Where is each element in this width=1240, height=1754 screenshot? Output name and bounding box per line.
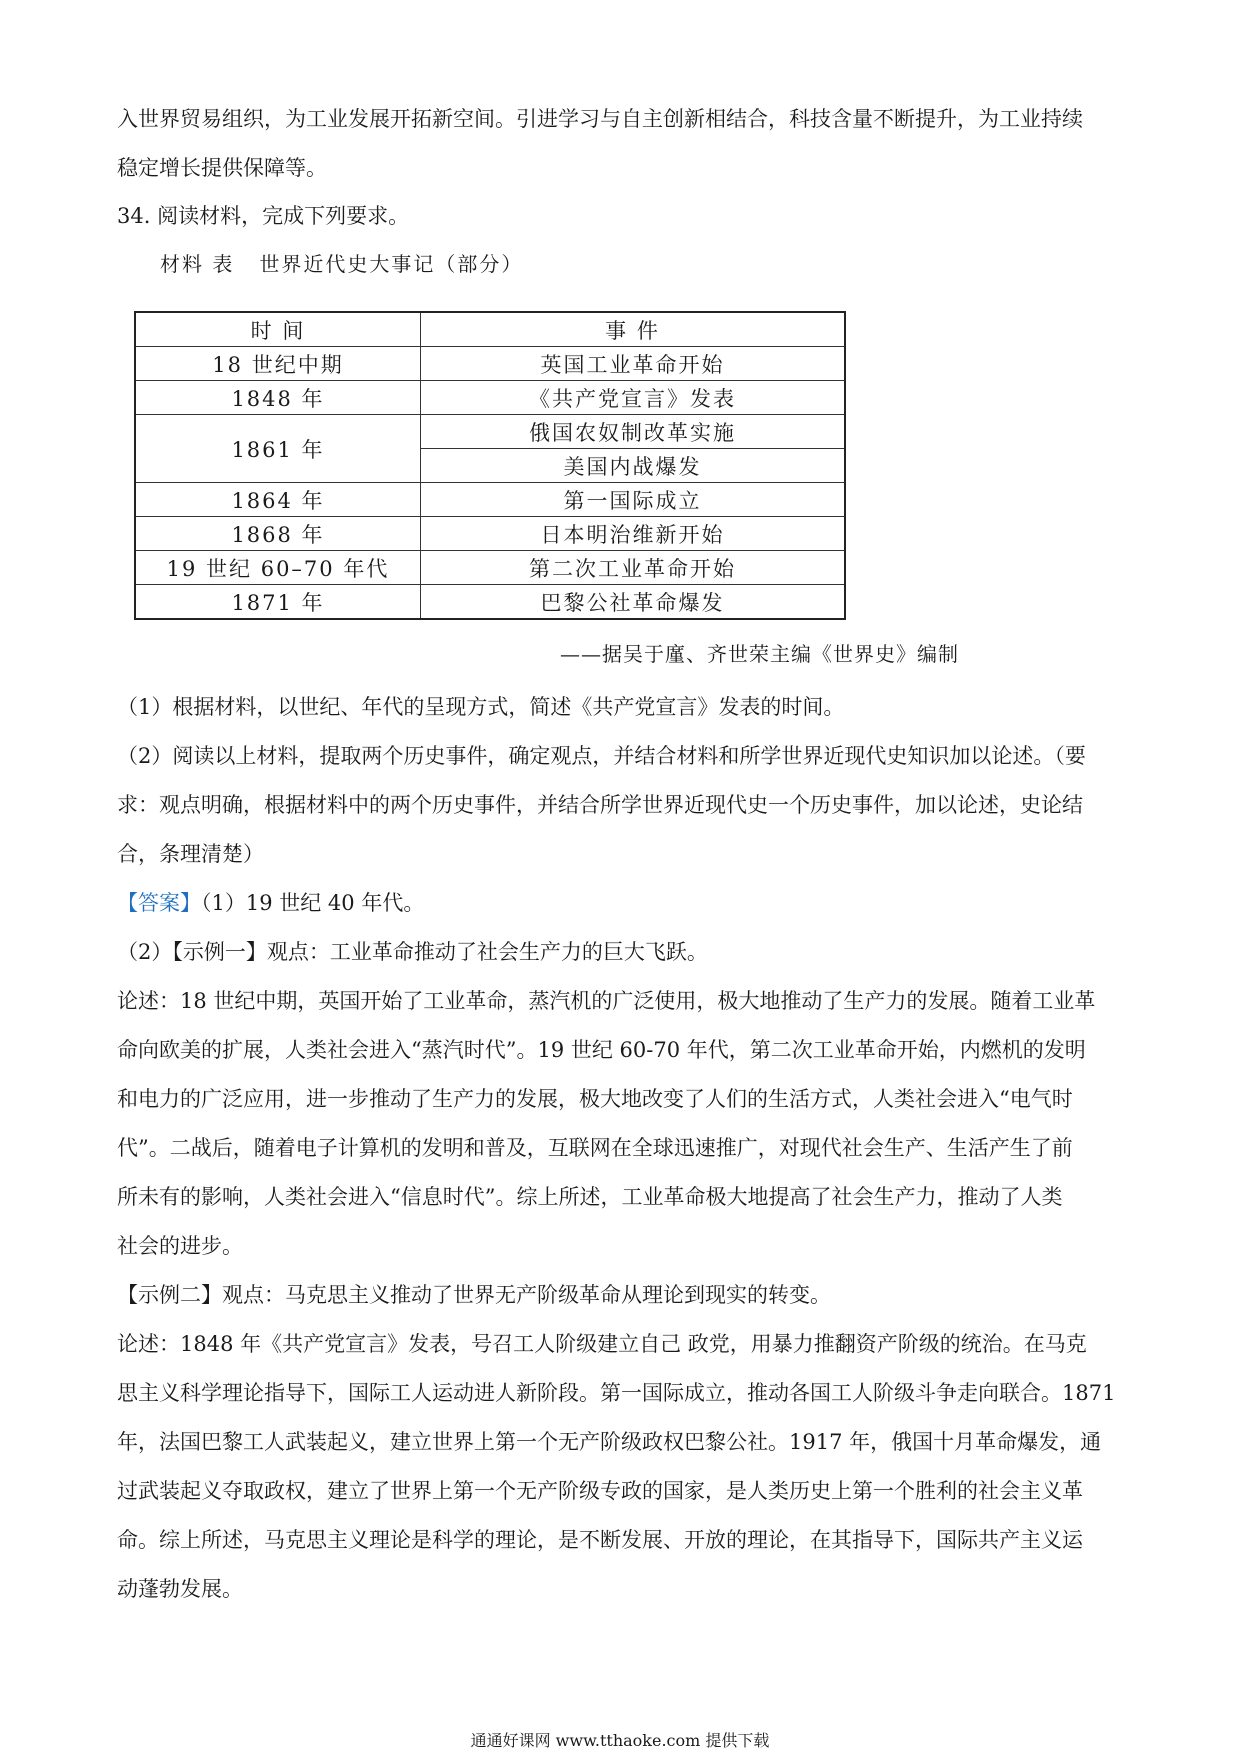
essay-2-line: 过武装起义夺取政权，建立了世界上第一个无产阶级专政的国家，是人类历史上第一个胜利的社会主义革 — [117, 1479, 1083, 1503]
intro-line: 入世界贸易组织，为工业发展开拓新空间。引进学习与自主创新相结合，科技含量不断提升，为工业持续 — [117, 107, 1083, 131]
table-row — [135, 585, 845, 620]
answer-tag: 【答案】 — [117, 891, 201, 915]
header-time: 时 间 — [135, 312, 421, 347]
row-event: 美国内战爆发 — [421, 449, 846, 483]
essay-1-line: 社会的进步。 — [117, 1234, 243, 1258]
sub-question-1: （1）根据材料，以世纪、年代的呈现方式，简述《共产党宣言》发表的时间。 — [117, 695, 845, 719]
essay-1-line: 和电力的广泛应用，进一步推动了生产力的发展，极大地改变了人们的生活方式，人类社会进入“电气时 — [117, 1087, 1073, 1111]
essay-2 — [117, 1320, 1133, 1614]
row-event: 《共产党宣言》发表 — [421, 381, 846, 415]
row-event: 英国工业革命开始 — [421, 347, 846, 381]
row-event: 巴黎公社革命爆发 — [421, 585, 846, 620]
row-time: 18 世纪中期 — [135, 347, 421, 381]
essay-2-line: 年，法国巴黎工人武装起义，建立世界上第一个无产阶级政权巴黎公社。1917 年，俄国十月革命爆发，通 — [117, 1430, 1102, 1454]
row-time: 19 世纪 60–70 年代 — [135, 551, 421, 585]
row-time: 1864 年 — [135, 483, 421, 517]
essay-1-line: 所未有的影响，人类社会进入“信息时代”。综上所述，工业革命极大地提高了社会生产力，推动了人类 — [117, 1185, 1063, 1209]
row-time: 1868 年 — [135, 517, 421, 551]
sub-question-2-line: （2）阅读以上材料，提取两个历史事件，确定观点，并结合材料和所学世界近现代史知识加以论述。（要 — [117, 744, 1086, 768]
essay-1-line: 命向欧美的扩展，人类社会进入“蒸汽时代”。19 世纪 60-70 年代，第二次工业革命开始，内燃机的发明 — [117, 1038, 1086, 1062]
row-event: 日本明治维新开始 — [421, 517, 846, 551]
table-caption: 材料 表 世界近代史大事记（部分） — [160, 252, 524, 276]
row-time: 1848 年 — [135, 381, 421, 415]
answer-1 — [117, 879, 1133, 928]
essay-1-line: 代”。二战后，随着电子计算机的发明和普及，互联网在全球迅速推广，对现代社会生产、生活产生了前 — [117, 1136, 1073, 1160]
essay-2-line: 思主义科学理论指导下，国际工人运动进人新阶段。第一国际成立，推动各国工人阶级斗争走向联合。1871 — [117, 1381, 1116, 1405]
sub-question-2-line: 合，条理清楚） — [117, 842, 264, 866]
table-row — [135, 517, 845, 551]
essay-2-line: 命。综上所述，马克思主义理论是科学的理论，是不断发展、开放的理论，在其指导下，国际共产主义运 — [117, 1528, 1083, 1552]
intro-line: 稳定增长提供保障等。 — [117, 156, 327, 180]
essay-1 — [117, 977, 1133, 1271]
essay-2-line: 动蓬勃发展。 — [117, 1577, 243, 1601]
table-row — [135, 415, 845, 449]
header-event: 事 件 — [421, 312, 846, 347]
events-table — [134, 311, 846, 620]
question-34: 34. 阅读材料，完成下列要求。 — [117, 204, 410, 228]
row-event: 第二次工业革命开始 — [421, 551, 846, 585]
page-footer: 通通好课网 www.tthaoke.com 提供下载 — [470, 1731, 770, 1750]
table-source: ——据吴于廑、齐世荣主编《世界史》编制 — [560, 642, 959, 666]
sub-question-2-line: 求：观点明确，根据材料中的两个历史事件，并结合所学世界近现代史一个历史事件，加以论述，史论结 — [117, 793, 1083, 817]
table-row — [135, 551, 845, 585]
table-row — [135, 347, 845, 381]
intro-paragraph — [117, 95, 1133, 193]
answer-1-text: （1）19 世纪 40 年代。 — [201, 891, 425, 915]
sub-question-2 — [117, 732, 1133, 879]
essay-1-line: 论述：18 世纪中期，英国开始了工业革命，蒸汽机的广泛使用，极大地推动了生产力的发展。随着工业革 — [117, 989, 1096, 1013]
answer-2-example-1: （2）【示例一】观点：工业革命推动了社会生产力的巨大飞跃。 — [117, 940, 708, 964]
row-event: 俄国农奴制改革实施 — [421, 415, 846, 449]
answer-2-example-2: 【示例二】观点：马克思主义推动了世界无产阶级革命从理论到现实的转变。 — [117, 1283, 831, 1307]
table-row — [135, 381, 845, 415]
essay-2-line: 论述：1848 年《共产党宣言》发表，号召工人阶级建立自己 政党，用暴力推翻资产阶级的统治。在马克 — [117, 1332, 1087, 1356]
row-event: 第一国际成立 — [421, 483, 846, 517]
table-header-row — [135, 312, 845, 347]
row-time: 1861 年 — [135, 415, 421, 483]
table-row — [135, 483, 845, 517]
row-time: 1871 年 — [135, 585, 421, 620]
